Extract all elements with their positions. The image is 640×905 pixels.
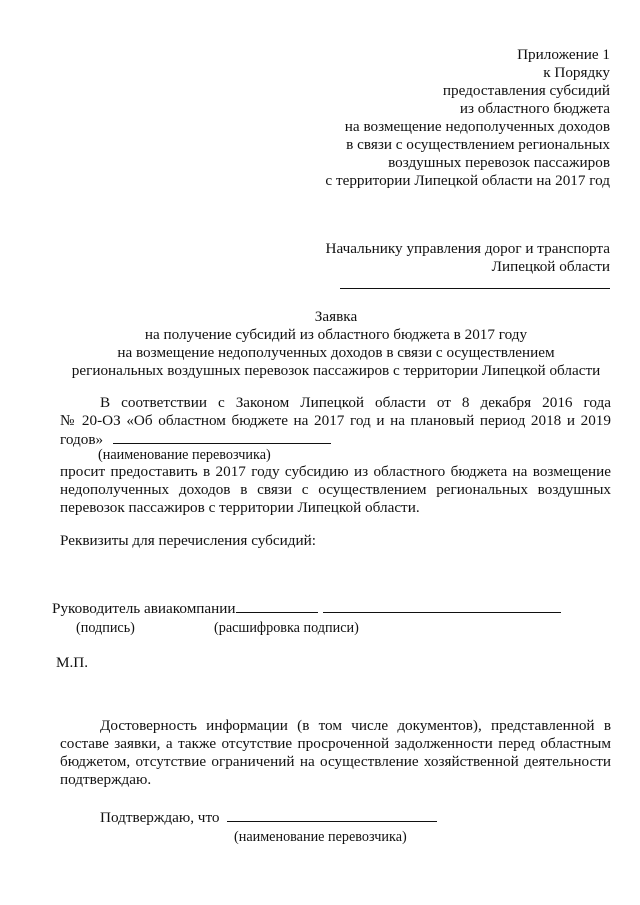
title-line-2: на возмещение недополученных доходов в связи с осуществлением bbox=[117, 344, 555, 361]
paragraph-prefix: годов» bbox=[60, 431, 104, 448]
addressee-line-2: Липецкой области bbox=[491, 258, 610, 275]
signature-decode-caption: (расшифровка подписи) bbox=[214, 620, 359, 636]
annex-line: из областного бюджета bbox=[459, 100, 610, 117]
title-heading: Заявка bbox=[314, 308, 358, 325]
annex-header bbox=[325, 46, 610, 190]
paragraph-request: просит предоставить в 2017 году субсидию из областного бюджета на возмещение недополученных доходов в связи с осуществлением региональных воздушных перевозок пассажиров с территории Липецкой области. bbox=[60, 463, 611, 516]
addressee-line-1: Начальнику управления дорог и транспорта bbox=[325, 240, 610, 257]
annex-line: Приложение 1 bbox=[517, 46, 610, 63]
carrier-name-caption: (наименование перевозчика) bbox=[98, 447, 271, 463]
signature-field[interactable] bbox=[236, 599, 318, 613]
addressee-name-field[interactable] bbox=[340, 278, 610, 289]
annex-line: предоставления субсидий bbox=[442, 82, 610, 99]
signature-label: Руководитель авиакомпании bbox=[52, 600, 236, 617]
confirm-carrier-caption: (наименование перевозчика) bbox=[234, 829, 407, 845]
annex-line: с территории Липецкой области на 2017 год bbox=[325, 172, 610, 189]
reliability-statement: Достоверность информации (в том числе документов), представленной в составе заявки, а также отсутствие просроченной задолженности перед областным бюджетом, отсутствие ограничений на осуществление хозяйственной деятельности подтверждаю. bbox=[60, 717, 611, 788]
confirm-prefix: Подтверждаю, что bbox=[100, 809, 220, 826]
signature-decode-field[interactable] bbox=[323, 599, 561, 613]
annex-line: к Порядку bbox=[543, 64, 610, 81]
annex-line: воздушных перевозок пассажиров bbox=[388, 154, 610, 171]
application-title bbox=[56, 308, 616, 380]
carrier-name-field[interactable] bbox=[113, 430, 331, 444]
confirm-carrier-field[interactable] bbox=[227, 808, 437, 822]
paragraph-line: № 20-ОЗ «Об областном бюджете на 2017 год и на плановый период 2018 и 2019 bbox=[60, 412, 611, 429]
annex-line: на возмещение недополученных доходов bbox=[344, 118, 610, 135]
requisites-label: Реквизиты для перечисления субсидий: bbox=[60, 532, 316, 549]
annex-line: в связи с осуществлением региональных bbox=[346, 136, 610, 153]
confirm-row bbox=[100, 808, 437, 826]
title-line-1: на получение субсидий из областного бюджета в 2017 году bbox=[144, 326, 528, 343]
addressee-block bbox=[326, 240, 610, 294]
title-line-3: региональных воздушных перевозок пассажиров с территории Липецкой области bbox=[71, 362, 601, 379]
signature-caption: (подпись) bbox=[76, 620, 135, 636]
paragraph-line: В соответствии с Законом Липецкой области от 8 декабря 2016 года bbox=[100, 394, 611, 411]
paragraph-law-reference bbox=[60, 394, 611, 448]
signature-row bbox=[52, 599, 561, 617]
stamp-label: М.П. bbox=[56, 654, 89, 671]
